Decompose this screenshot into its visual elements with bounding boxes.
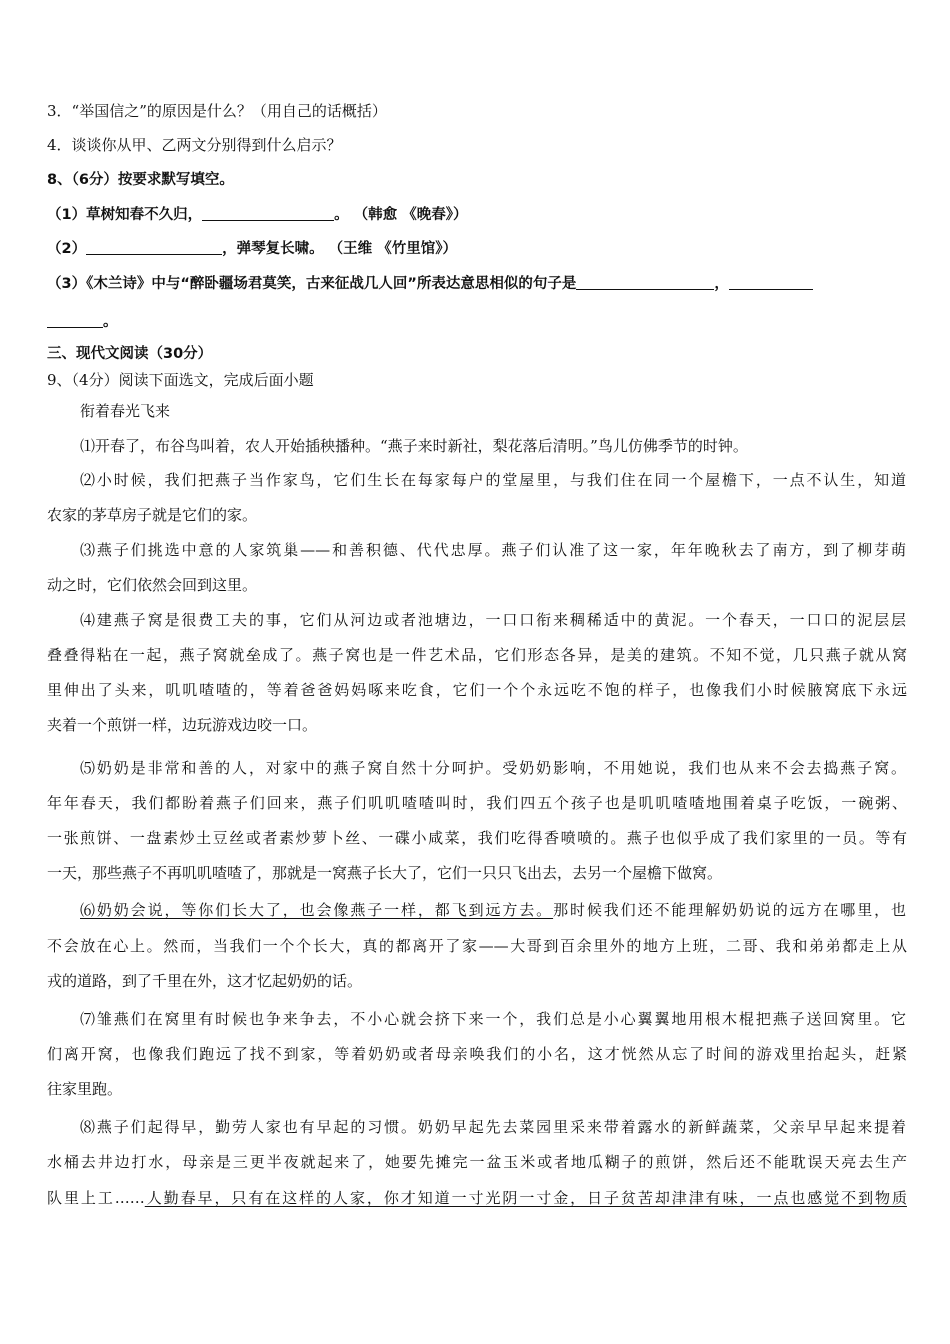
answer-blank-4-cont[interactable] [47, 311, 103, 328]
paragraph-8-line-1: ⑻燕子们起得早，勤劳人家也有早起的习惯。奶奶早起先去菜园里采来带着露水的新鲜蔬菜，父亲早早起来提着 [80, 1118, 906, 1136]
answer-blank-4[interactable] [729, 273, 813, 290]
paragraph-8-pre: 队里上工…… [47, 1189, 145, 1207]
q8-item-3 [47, 273, 907, 294]
passage-title: 衔着春光飞来 [80, 402, 171, 420]
q8-item3-prefix: （3）《木兰诗》中与“醉卧疆场君莫笑，古来征战几人回”所表达意思相似的句子是 [47, 276, 577, 292]
answer-blank-3[interactable] [576, 273, 714, 290]
paragraph-1: ⑴开春了，布谷鸟叫着，农人开始插秧播种。“燕子来时新社，梨花落后清明。”鸟儿仿佛季节的时钟。 [80, 437, 748, 455]
question-4: 4．谈谈你从甲、乙两文分别得到什么启示？ [47, 136, 342, 154]
q8-item2-suffix: ，弹琴复长啸。 （王维 《竹里馆》） [222, 241, 457, 257]
paragraph-6-line-3: 戎的道路，到了千里在外，这才忆起奶奶的话。 [47, 972, 363, 990]
paragraph-3-line-1: ⑶燕子们挑选中意的人家筑巢——和善积德、代代忠厚。燕子们认准了这一家，年年晚秋去了南方，到了柳芽萌 [80, 541, 906, 559]
paragraph-2-line-1: ⑵小时候，我们把燕子当作家鸟，它们生长在每家每户的堂屋里，与我们住在同一个屋檐下，一点不认生，知道 [80, 471, 906, 489]
paragraph-7-line-2: 们离开窝，也像我们跑远了找不到家，等着奶奶或者母亲唤我们的小名，这才恍然从忘了时间的游戏里抬起头，赶紧 [47, 1045, 907, 1063]
paragraph-2-line-2: 农家的茅草房子就是它们的家。 [47, 506, 258, 524]
q8-item-2 [47, 238, 907, 259]
paragraph-6-line-2: 不会放在心上。然而，当我们一个个长大，真的都离开了家——大哥到百余里外的地方上班，二哥、我和弟弟都走上从 [47, 937, 907, 955]
section-3-title: 三、现代文阅读（30分） [47, 346, 213, 362]
paragraph-6-rest: 那时候我们还不能理解奶奶说的远方在哪里，也 [553, 901, 906, 919]
paragraph-7-line-3: 往家里跑。 [47, 1080, 123, 1098]
q8-item2-prefix: （2） [47, 241, 87, 257]
underlined-sentence-6: ⑹奶奶会说，等你们长大了，也会像燕子一样，都飞到远方去。 [80, 901, 554, 919]
paragraph-5-line-4: 一天，那些燕子不再叽叽喳喳了，那就是一窝燕子长大了，它们一只只飞出去，去另一个屋檐下做窝。 [47, 864, 723, 882]
answer-blank-1[interactable] [202, 204, 334, 221]
paragraph-4-line-3: 里伸出了头来，叽叽喳喳的，等着爸爸妈妈啄来吃食，它们一个个永远吃不饱的样子，也像我们小时候腋窝底下永远 [47, 681, 907, 699]
paragraph-4-line-2: 叠叠得粘在一起，燕子窝就垒成了。燕子窝也是一件艺术品，它们形态各异，是美的建筑。不知不觉，几只燕子就从窝 [47, 646, 907, 664]
paragraph-7-line-1: ⑺雏燕们在窝里有时候也争来争去，不小心就会挤下来一个，我们总是小心翼翼地用根木棍把燕子送回窝里。它 [80, 1010, 906, 1028]
paragraph-6-line-1 [80, 900, 906, 920]
q8-item1-suffix: 。 （韩愈 《晚春》） [334, 207, 468, 223]
question-3: 3．“举国信之”的原因是什么？（用自己的话概括） [47, 102, 387, 120]
paragraph-8-line-2: 水桶去井边打水，母亲是三更半夜就起来了，她要先摊完一盆玉米或者地瓜糊子的煎饼，然后还不能耽误天亮去生产 [47, 1153, 907, 1171]
q8-item-1 [47, 204, 907, 225]
q9-header: 9、（4分）阅读下面选文，完成后面小题 [47, 371, 314, 389]
answer-blank-2[interactable] [86, 238, 222, 255]
underlined-sentence-8: 人勤春早，只有在这样的人家，你才知道一寸光阴一寸金，日子贫苦却津津有味，一点也感觉不到物质 [144, 1189, 907, 1207]
paragraph-5-line-2: 年年春天，我们都盼着燕子们回来，燕子们叽叽喳喳叫时，我们四五个孩子也是叽叽喳喳地围着桌子吃饭，一碗粥、 [47, 794, 907, 812]
q8-item-3-cont [47, 311, 907, 332]
paragraph-5-line-1: ⑸奶奶是非常和善的人，对家中的燕子窝自然十分呵护。受奶奶影响，不用她说，我们也从来不会去捣燕子窝。 [80, 759, 906, 777]
q8-item3-end: 。 [103, 314, 118, 330]
paragraph-8-line-3 [47, 1188, 907, 1208]
q8-header: 8、（6分）按要求默写填空。 [47, 172, 234, 188]
paragraph-4-line-1: ⑷建燕子窝是很费工夫的事，它们从河边或者池塘边，一口口衔来稠稀适中的黄泥。一个春天，一口口的泥层层 [80, 611, 906, 629]
q8-item1-prefix: （1）草树知春不久归， [47, 207, 203, 223]
paragraph-3-line-2: 动之时，它们依然会回到这里。 [47, 576, 258, 594]
q8-item3-mid: ， [714, 276, 729, 292]
paragraph-4-line-4: 夹着一个煎饼一样，边玩游戏边咬一口。 [47, 716, 318, 734]
paragraph-5-line-3: 一张煎饼、一盘素炒土豆丝或者素炒萝卜丝、一碟小咸菜，我们吃得香喷喷的。燕子也似乎成了我们家里的一员。等有 [47, 829, 907, 847]
